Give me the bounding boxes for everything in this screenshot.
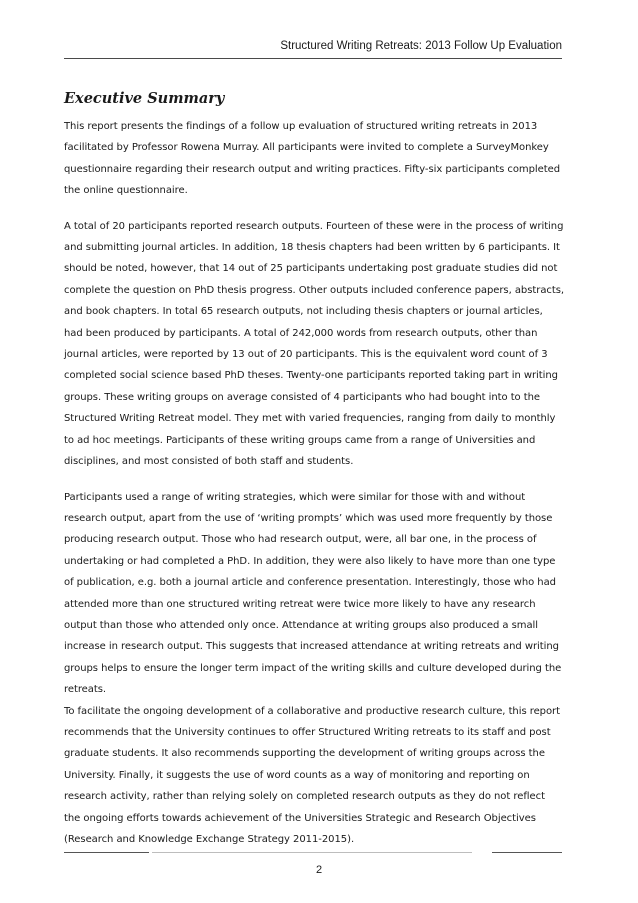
- paragraph-writing-strategies: Participants used a range of writing strategies, which were similar for those with and without research output, apart from the use of ‘writing prompts’ which was used more frequently by those producing research output. Those who had research output, were, all bar one, in the process of undertaking or had completed a PhD. In addition, they were also likely to have more than one type of publication, e.g. both a journal article and conference presentation. Interestingly, those who had attended more than one structured writing retreat were twice more likely to have any research output than those who attended only once. Attendance at writing groups also produced a small increase in research output. This suggests that increased attendance at writing retreats and writing groups helps to ensure the longer term impact of the writing skills and culture developed during the retreats.: [64, 491, 562, 696]
- page-number: 2: [315, 864, 323, 876]
- footer-rule-left: [64, 852, 149, 853]
- document-body: [64, 88, 564, 864]
- footer-rule-right: [492, 852, 562, 853]
- footer-rule-middle: [152, 852, 472, 853]
- running-header: Structured Writing Retreats: 2013 Follow Up Evaluation: [280, 40, 562, 52]
- section-heading: Executive Summary: [64, 90, 225, 107]
- paragraph-research-outputs: A total of 20 participants reported research outputs. Fourteen of these were in the process of writing and submitting journal articles. In addition, 18 thesis chapters had been written by 6 participants. It should be noted, however, that 14 out of 25 participants undertaking post graduate studies did not complete the question on PhD thesis progress. Other outputs included conference papers, abstracts, and book chapters. In total 65 research outputs, not including thesis chapters or journal articles, had been produced by participants. A total of 242,000 words from research outputs, other than journal articles, were reported by 13 out of 20 participants. This is the equivalent word count of 3 completed social science based PhD theses. Twenty-one participants reported taking part in writing groups. These writing groups on average consisted of 4 participants who had bought into to the Structured Writing Retreat model. They met with varied frequencies, ranging from daily to monthly to ad hoc meetings. Participants of these writing groups came from a range of Universities and disciplines, and most consisted of both staff and students.: [64, 220, 565, 468]
- paragraph-intro: This report presents the findings of a follow up evaluation of structured writing retreats in 2013 facilitated by Professor Rowena Murray. All participants were invited to complete a SurveyMonkey questionnaire regarding their research output and writing practices. Fifty-six participants completed the online questionnaire.: [64, 121, 561, 197]
- header-rule: [64, 58, 562, 59]
- paragraph-recommendations: To facilitate the ongoing development of a collaborative and productive research culture, this report recommends that the University continues to offer Structured Writing retreats to its staff and post graduate students. It also recommends supporting the development of writing groups across the University. Finally, it suggests the use of word counts as a way of monitoring and reporting on research activity, rather than relying solely on completed research outputs as they do not reflect the ongoing efforts towards achievement of the Universities Strategic and Research Objectives (Research and Knowledge Exchange Strategy 2011-2015).: [64, 705, 560, 845]
